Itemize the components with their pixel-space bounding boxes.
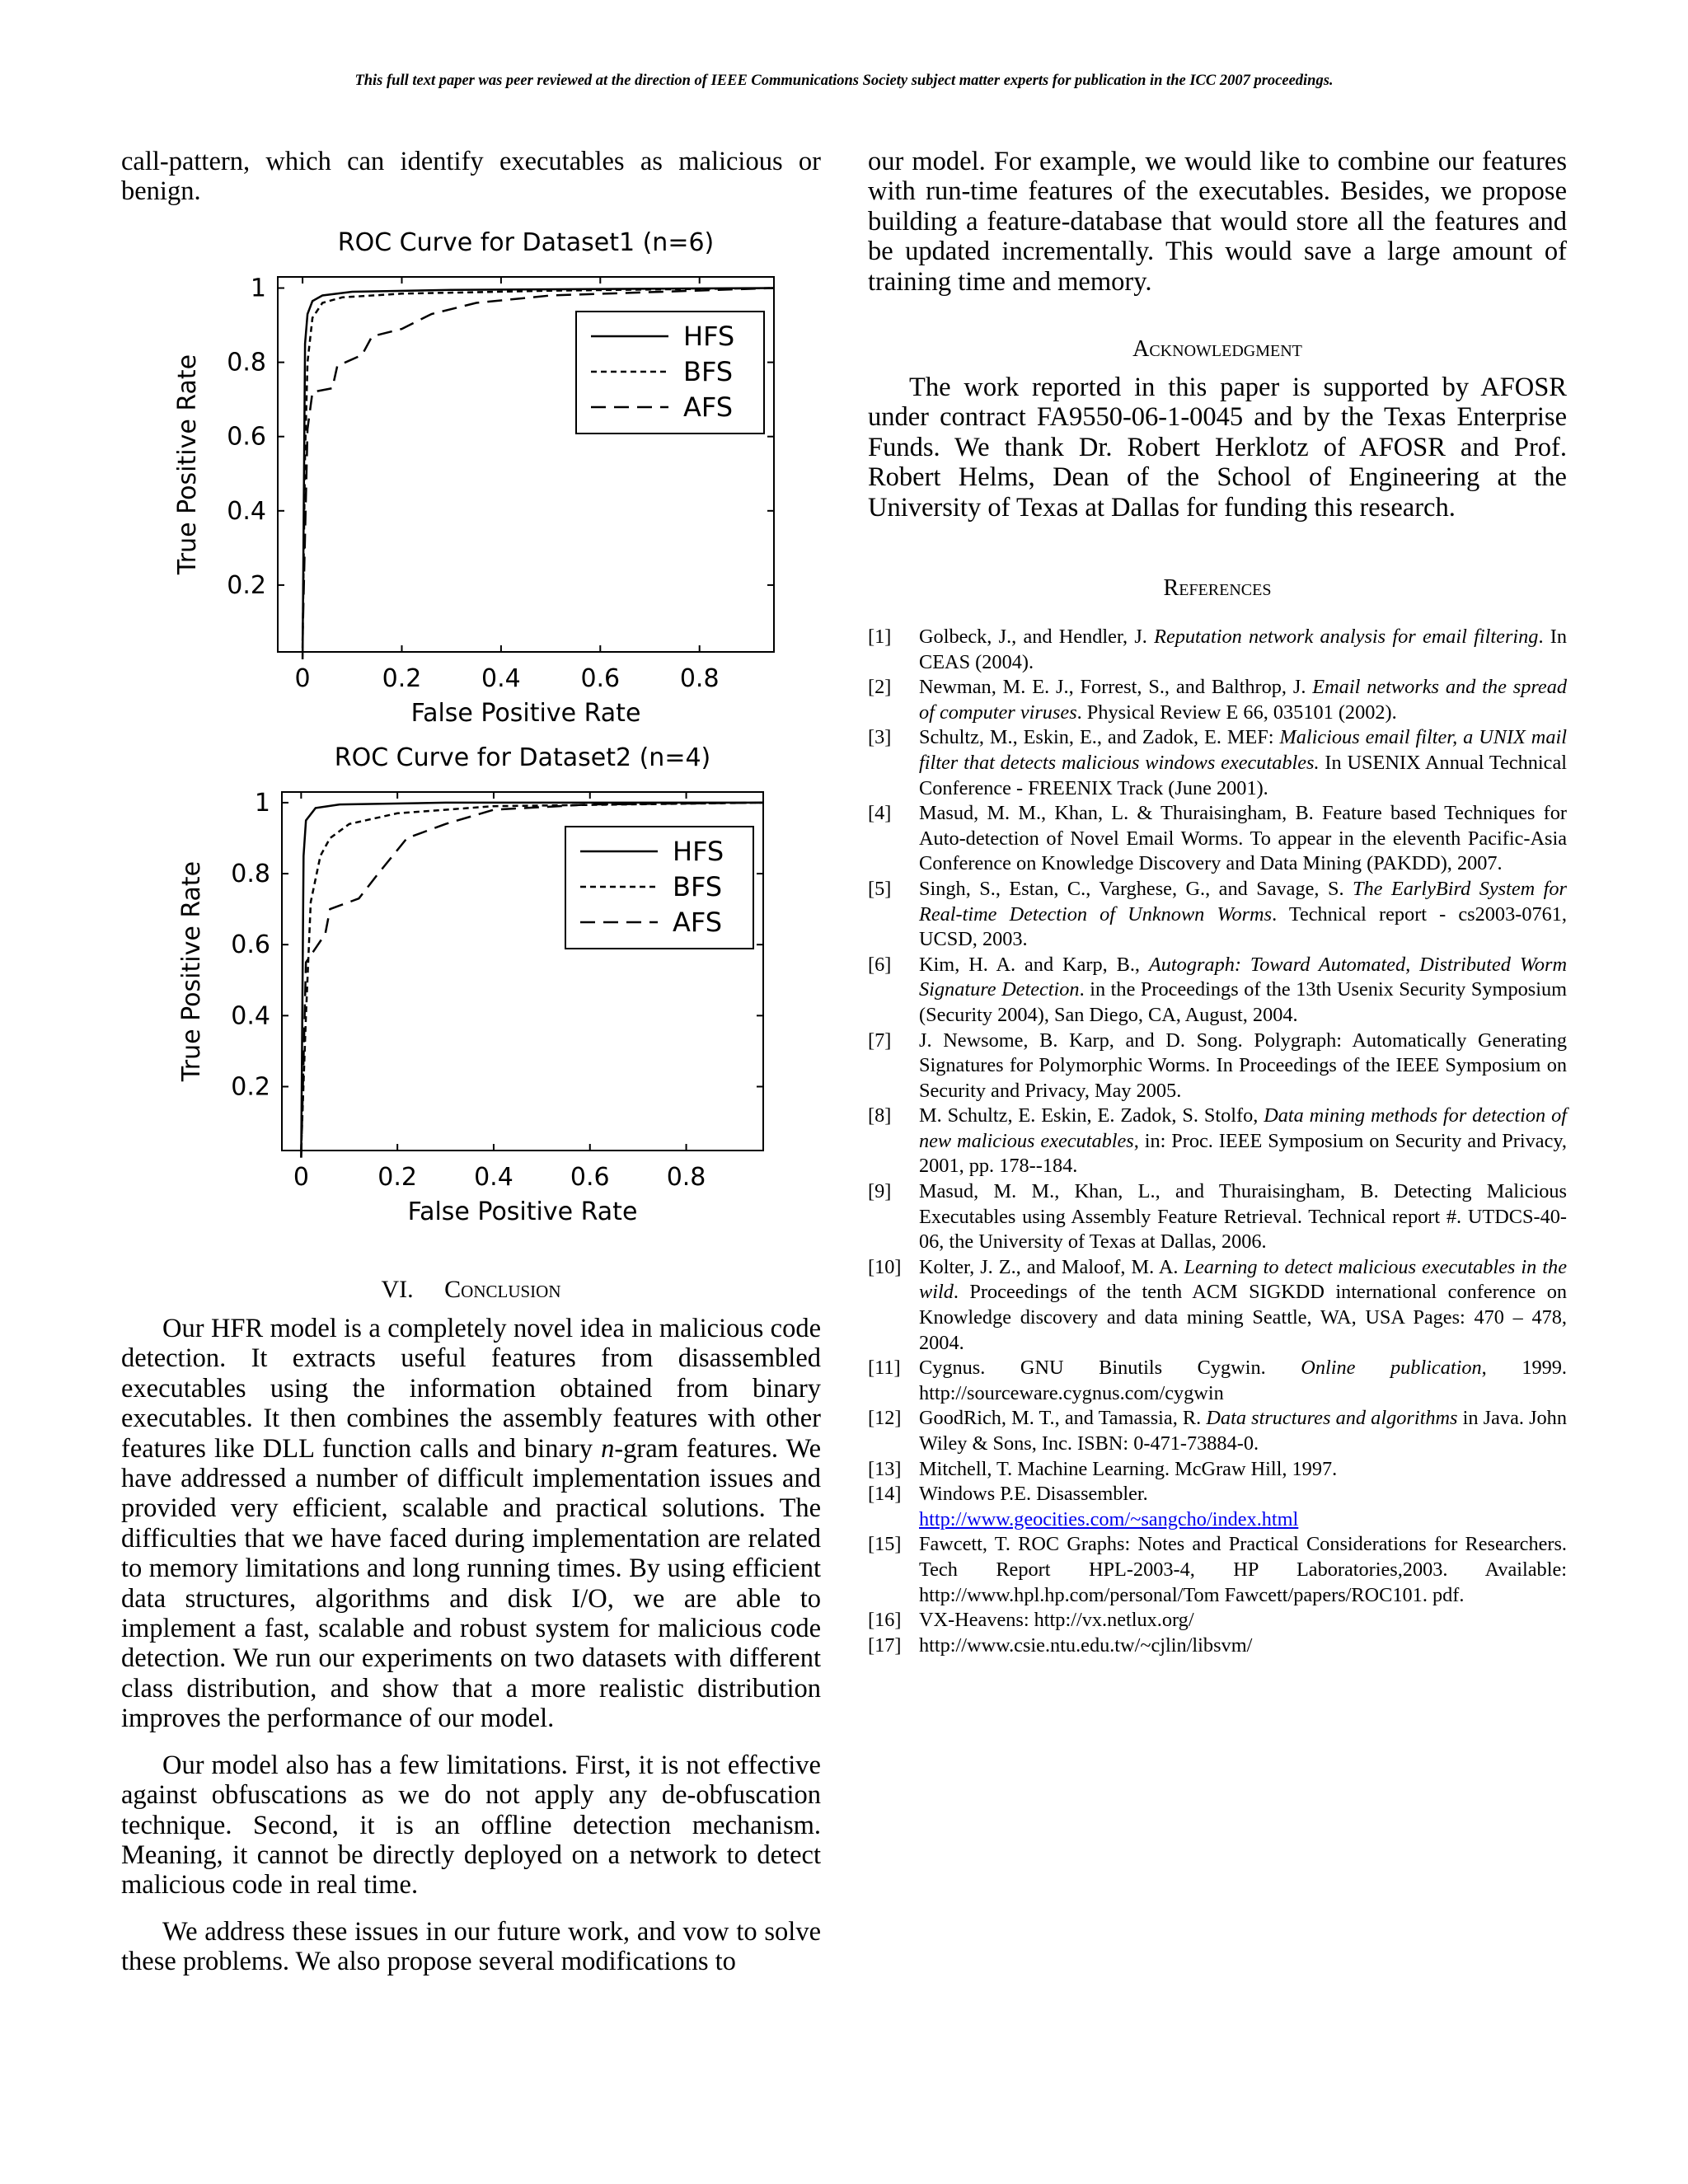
conclusion-paragraph-1: Our HFR model is a completely novel idea in malicious code detection. It extracts useful features from disassembled executables using the information obtained from binary executables. It then combines the assembly features with other features like DLL function calls and binary n-gram features. We have addressed a number of difficult implementation issues and provided very efficient, scalable and practical solutions. The difficulties that we have faced during implementation are related to memory limitations and long running times. By using efficient data structures, algorithms and disk I/O, we are able to implement a fast, scalable and robust system for malicious code detection. We run our experiments on two datasets with different class distribution, and show that a more realistic distribution improves the performance of our model.: [121, 1314, 821, 1734]
reference-text-tail: . Physical Review E 66, 035101 (2002).: [1076, 701, 1397, 724]
reference-text: Cygnus. GNU Binutils Cygwin.: [919, 1357, 1301, 1380]
y-tick-label: 0.8: [227, 348, 266, 377]
y-tick-label: 1: [254, 788, 270, 818]
reference-italic-title: The EarlyBird System for Real-time Detection of Unknown Worms: [919, 877, 1567, 926]
y-tick-label: 0.4: [231, 1001, 270, 1031]
references-heading: References: [1163, 575, 1272, 602]
continuation-paragraph: our model. For example, we would like to combine our features with run-time features of the executables. Besides, we propose building a feature-database that would store all the features and be updated incrementally. This would save a large amount of training time and memory.: [868, 147, 1567, 297]
conclusion-heading: [121, 1276, 821, 1304]
reference-item: [868, 877, 1567, 953]
legend-label-hfs: HFS: [683, 321, 735, 352]
x-tick-label: 0: [294, 664, 311, 693]
legend-label-hfs: HFS: [673, 836, 724, 867]
reference-text: M. Schultz, E. Eskin, E. Zadok, S. Stolfo,: [919, 1104, 1264, 1127]
reference-italic-title: Email networks and the spread of computer viruses: [919, 676, 1567, 724]
reference-text: GoodRich, M. T., and Tamassia, R.: [919, 1407, 1207, 1430]
conclusion-paragraph-3: We address these issues in our future work, and vow to solve these problems. We also propose several modifications to: [121, 1916, 821, 1977]
x-axis-label: False Positive Rate: [407, 1197, 638, 1226]
reference-item: [868, 1255, 1567, 1356]
reference-text: Golbeck, J., and Hendler, J.: [919, 626, 1155, 648]
reference-text-tail: . in the Proceedings of the 13th Usenix Security Symposium (Security 2004), San Diego, CA, August, 2004.: [919, 978, 1567, 1026]
x-tick-label: 0.8: [679, 664, 720, 693]
right-column: [868, 147, 1567, 602]
reference-text-tail: . Proceedings of the tenth ACM SIGKDD international conference on Knowledge discovery and data mining Seattle, WA, USA Pages: 470 – 478, 2004.: [919, 1281, 1567, 1354]
left-column: [121, 147, 821, 207]
reference-number: [15]: [868, 1533, 902, 1556]
reference-italic-title: Data structures and algorithms: [1206, 1407, 1458, 1430]
reference-text: http://www.csie.ntu.edu.tw/~cjlin/libsvm/: [919, 1633, 1253, 1657]
reference-item: [868, 1532, 1567, 1608]
reference-number: [6]: [868, 953, 892, 976]
reference-text: Masud, M. M., Khan, L., and Thuraisingham, B. Detecting Malicious Executables using Assembly Feature Retrieval. Technical report #. UTDCS-40-06, the University of Texas at Dallas, 2006.: [919, 1180, 1567, 1254]
reference-text: Singh, S., Estan, C., Varghese, G., and Savage, S.: [919, 877, 1353, 900]
reference-item: [868, 1608, 1567, 1633]
y-tick-label: 0.8: [231, 860, 270, 889]
y-tick-label: 0.2: [227, 570, 266, 600]
x-tick-label: 0.4: [474, 1163, 513, 1192]
x-tick-label: 0.2: [382, 664, 422, 693]
reference-item: [868, 675, 1567, 725]
reference-item: [868, 1029, 1567, 1104]
reference-item: [868, 1482, 1567, 1532]
x-tick-label: 0: [293, 1163, 309, 1192]
conclusion-section: [121, 1276, 821, 1977]
reference-item: [868, 1356, 1567, 1406]
x-tick-label: 0.8: [666, 1163, 706, 1192]
reference-item: [868, 1633, 1567, 1659]
reference-number: [16]: [868, 1609, 902, 1632]
y-tick-label: 1: [250, 274, 266, 303]
reference-item: [868, 1406, 1567, 1456]
reference-text: Fawcett, T. ROC Graphs: Notes and Practical Considerations for Researchers. Tech Report HPL-2003-4, HP Laboratories,2003. Available: http://www.hpl.hp.com/personal/Tom Fawcett/papers/ROC101. pdf.: [919, 1533, 1567, 1606]
roc-chart-dataset2: [165, 744, 791, 1247]
reference-item: [868, 953, 1567, 1029]
reference-italic-title: Data mining methods for detection of new malicious executables: [919, 1104, 1567, 1152]
reference-text-tail: , 1999. http://sourceware.cygnus.com/cygwin: [919, 1357, 1567, 1404]
reference-text: Newman, M. E. J., Forrest, S., and Balthrop, J.: [919, 676, 1313, 699]
legend-label-afs: AFS: [673, 907, 723, 938]
reference-number: [8]: [868, 1104, 892, 1127]
y-tick-label: 0.6: [231, 930, 270, 960]
acknowledgment-paragraph: The work reported in this paper is supported by AFOSR under contract FA9550-06-1-0045 and by the Texas Enterprise Funds. We thank Dr. Robert Herklotz of AFOSR and Prof. Robert Helms, Dean of the School of Engineering at the University of Texas at Dallas for funding this research.: [868, 373, 1567, 523]
legend-label-afs: AFS: [683, 391, 734, 423]
reference-number: [17]: [868, 1633, 902, 1657]
reference-text: Kim, H. A. and Karp, B.,: [919, 953, 1149, 976]
x-tick-label: 0.2: [377, 1163, 418, 1192]
y-tick-label: 0.2: [231, 1072, 270, 1102]
acknowledgment-heading: Acknowledgment: [1132, 336, 1302, 363]
reference-italic-title: Learning to detect malicious executables in the wild: [919, 1255, 1567, 1304]
section-title: Conclusion: [444, 1276, 561, 1303]
reference-item: [868, 1457, 1567, 1483]
reference-number: [2]: [868, 676, 892, 699]
y-axis-label: True Positive Rate: [177, 860, 206, 1082]
reference-number: [7]: [868, 1029, 892, 1052]
reference-number: [10]: [868, 1255, 902, 1278]
reference-number: [5]: [868, 877, 892, 900]
reference-text-tail: , in: Proc. IEEE Symposium on Security and Privacy, 2001, pp. 178--184.: [919, 1129, 1568, 1178]
reference-italic-title: Malicious email filter, a UNIX mail filter that detects malicious windows executables.: [919, 726, 1567, 774]
conclusion-paragraph-2: Our model also has a few limitations. First, it is not effective against obfuscations as we do not apply any de-obfuscation technique. Second, it is an offline detection mechanism. Meaning, it cannot be directly deployed on a network to detect malicious code in real time.: [121, 1750, 821, 1900]
reference-italic-title: Online publication: [1301, 1357, 1482, 1380]
reference-italic-title: Autograph: Toward Automated, Distributed Worm Signature Detection: [919, 953, 1567, 1001]
reference-number: [12]: [868, 1407, 902, 1430]
y-tick-label: 0.6: [227, 422, 266, 452]
x-axis-label: False Positive Rate: [410, 699, 641, 728]
reference-item: [868, 801, 1567, 877]
page-header: This full text paper was peer reviewed at the direction of IEEE Communications Society subject matter experts for publication in the ICC 2007 proceedings.: [354, 73, 1334, 89]
x-tick-label: 0.4: [481, 664, 521, 693]
legend-label-bfs: BFS: [683, 356, 734, 387]
section-number: VI.: [381, 1276, 414, 1303]
reference-number: [1]: [868, 626, 892, 648]
y-axis-label: True Positive Rate: [173, 354, 202, 575]
roc-chart-dataset1: [165, 227, 791, 729]
reference-text-tail: in Java. John Wiley & Sons, Inc. ISBN: 0-471-73884-0.: [919, 1407, 1567, 1455]
reference-text: Schultz, M., Eskin, E., and Zadok, E. MEF:: [919, 726, 1280, 749]
reference-number: [11]: [868, 1357, 901, 1380]
reference-italic-title: Reputation network analysis for email filtering: [1154, 626, 1539, 648]
reference-text: Masud, M. M., Khan, L. & Thuraisingham, B. Feature based Techniques for Auto-detection of Novel Email Worms. To appear in the eleventh Pacific-Asia Conference on Knowledge Discovery and Data Mining (PAKDD), 2007.: [919, 802, 1567, 875]
chart-title: ROC Curve for Dataset2 (n=4): [334, 743, 711, 772]
x-tick-label: 0.6: [580, 664, 621, 693]
reference-text-tail: In USENIX Annual Technical Conference - FREENIX Track (June 2001).: [919, 751, 1568, 799]
reference-number: [9]: [868, 1180, 892, 1203]
reference-item: [868, 625, 1567, 675]
references-list: [868, 625, 1567, 1658]
reference-text-tail: . Technical report - cs2003-0761, UCSD, 2003.: [919, 902, 1567, 951]
reference-item: [868, 725, 1567, 801]
legend-label-bfs: BFS: [673, 871, 723, 902]
chart-title: ROC Curve for Dataset1 (n=6): [337, 228, 715, 257]
reference-link[interactable]: http://www.geocities.com/~sangcho/index.html: [919, 1507, 1299, 1530]
intro-paragraph: call-pattern, which can identify executables as malicious or benign.: [121, 147, 821, 207]
reference-text: Kolter, J. Z., and Maloof, M. A.: [919, 1255, 1184, 1278]
reference-text-tail: . In CEAS (2004).: [919, 626, 1568, 673]
reference-number: [14]: [868, 1483, 902, 1506]
reference-text: Mitchell, T. Machine Learning. McGraw Hill, 1997.: [919, 1457, 1338, 1480]
reference-number: [13]: [868, 1457, 902, 1480]
x-tick-label: 0.6: [570, 1163, 610, 1192]
reference-number: [3]: [868, 726, 892, 749]
reference-text: VX-Heavens: http://vx.netlux.org/: [919, 1609, 1194, 1632]
reference-number: [4]: [868, 802, 892, 825]
reference-item: [868, 1179, 1567, 1255]
y-tick-label: 0.4: [227, 496, 266, 526]
reference-text: J. Newsome, B. Karp, and D. Song. Polygraph: Automatically Generating Signatures for Polymorphic Worms. In Proceedings of the IEEE Symposium on Security and Privacy, May 2005.: [919, 1029, 1567, 1102]
reference-text: Windows P.E. Disassembler.: [919, 1483, 1148, 1506]
reference-item: [868, 1104, 1567, 1179]
